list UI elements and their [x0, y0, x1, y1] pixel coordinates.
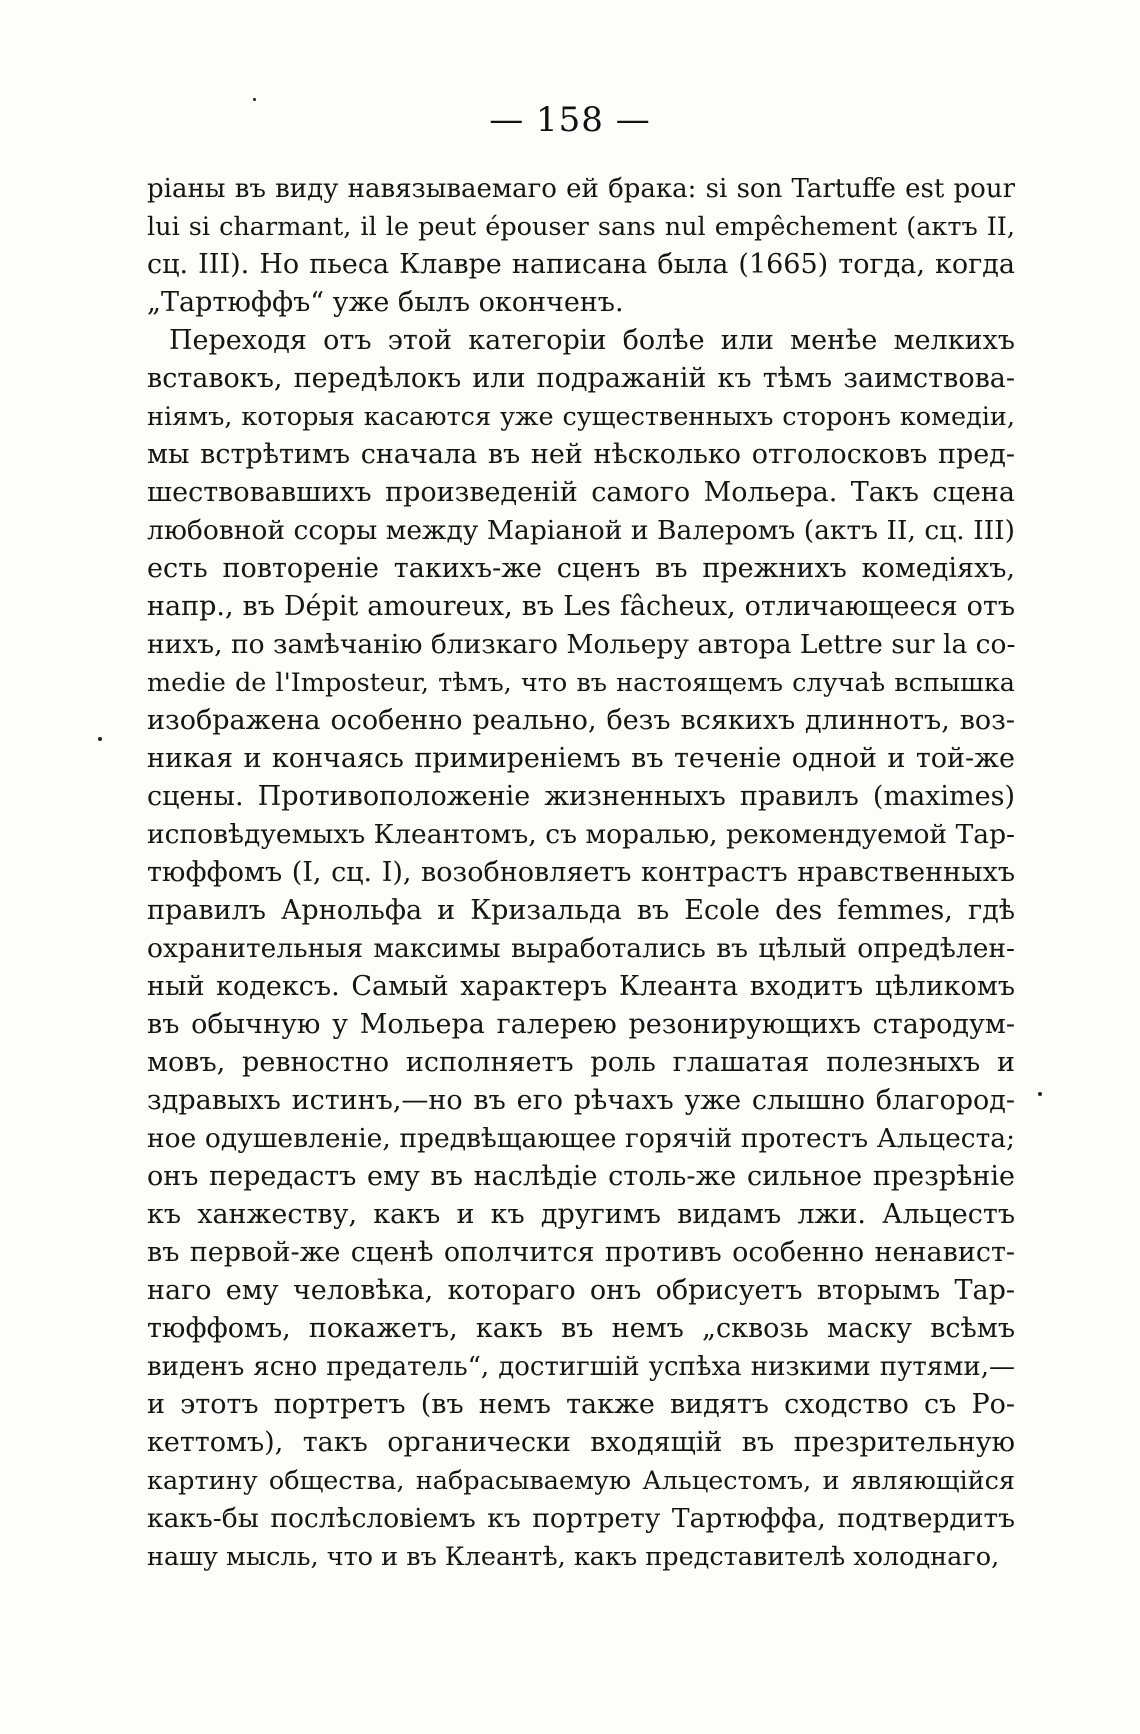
- text-line: есть повтореніе такихъ-же сценъ въ прежнихъ комедіяхъ,: [147, 553, 1015, 584]
- text-line: къ ханжеству, какъ и къ другимъ видамъ лжи. Альцестъ: [147, 1199, 1015, 1230]
- text-line: никая и кончаясь примиреніемъ въ теченіе одной и той-же: [147, 743, 1015, 774]
- text-line: Переходя отъ этой категоріи болѣе или менѣе мелкихъ: [169, 325, 1015, 356]
- text-line: охранительныя максимы выработались въ цѣлый опредѣлен-: [147, 933, 1015, 964]
- text-line: нашу мысль, что и въ Клеантѣ, какъ представителѣ холоднаго,: [147, 1542, 1000, 1572]
- scan-speck: [98, 737, 102, 741]
- text-line: въ обычную у Мольера галерею резонирующихъ стародум-: [147, 1009, 1015, 1040]
- page-number: — 158 —: [489, 100, 651, 140]
- text-line: и этотъ портретъ (въ немъ также видятъ сходство съ Ро-: [147, 1389, 1015, 1420]
- paragraph: [147, 170, 1015, 322]
- scan-speck: [1038, 1092, 1042, 1096]
- text-line: ный кодексъ. Самый характеръ Клеанта входитъ цѣликомъ: [147, 971, 1015, 1002]
- text-line: любовной ссоры между Маріаной и Валеромъ (актъ II, сц. III): [147, 515, 1015, 546]
- text-line: сцены. Противоположеніе жизненныхъ правилъ (maximes): [147, 781, 1015, 812]
- text-line: lui si charmant, il le peut épouser sans nul empêchement (актъ II,: [147, 212, 1015, 242]
- text-line: шествовавшихъ произведеній самого Мольера. Такъ сцена: [147, 477, 1015, 508]
- text-line: тюффомъ, покажетъ, какъ въ немъ „сквозь маску всѣмъ: [147, 1313, 1015, 1344]
- text-line: исповѣдуемыхъ Клеантомъ, съ моралью, рекомендуемой Тар-: [147, 819, 1015, 850]
- text-line: изображена особенно реально, безъ всякихъ длиннотъ, воз-: [147, 705, 1015, 736]
- text-line: ріаны въ виду навязываемаго ей брака: si son Tartuffe est pour: [147, 174, 1015, 204]
- body-text: [147, 170, 1015, 1576]
- text-line: картину общества, набрасываемую Альцестомъ, и являющійся: [147, 1466, 1015, 1496]
- text-line: ніямъ, которыя касаются уже существенныхъ сторонъ комедіи,: [147, 402, 1015, 432]
- text-line: виденъ ясно предатель“, достигшій успѣха низкими путями,—: [147, 1352, 1015, 1382]
- text-line: вставокъ, передѣлокъ или подражаній къ тѣмъ заимствова-: [147, 363, 1015, 394]
- text-line: „Тартюффъ“ уже былъ оконченъ.: [147, 287, 624, 318]
- text-line: medie de l'Imposteur, тѣмъ, что въ настоящемъ случаѣ вспышка: [147, 668, 1015, 698]
- text-line: правилъ Арнольфа и Кризальда въ Ecole des femmes, гдѣ: [147, 895, 1015, 926]
- text-line: мовъ, ревностно исполняетъ роль глашатая полезныхъ и: [147, 1047, 1015, 1078]
- text-line: кеттомъ), такъ органически входящій въ презрительную: [147, 1427, 1015, 1458]
- text-line: здравыхъ истинъ,—но въ его рѣчахъ уже слышно благород-: [147, 1085, 1015, 1116]
- text-line: нихъ, по замѣчанію близкаго Мольеру автора Lettre sur la co-: [147, 629, 1015, 660]
- scan-speck: [253, 98, 256, 101]
- text-line: мы встрѣтимъ сначала въ ней нѣсколько отголосковъ пред-: [147, 439, 1015, 470]
- text-line: какъ-бы послѣсловіемъ къ портрету Тартюффа, подтвердитъ: [147, 1503, 1015, 1534]
- text-line: въ первой-же сценѣ ополчится противъ особенно ненавист-: [147, 1237, 1015, 1268]
- text-line: онъ передастъ ему въ наслѣдіе столь-же сильное презрѣніе: [147, 1161, 1015, 1192]
- text-line: сц. III). Но пьеса Клавре написана была (1665) тогда, когда: [147, 249, 1015, 280]
- text-line: тюффомъ (I, сц. I), возобновляетъ контрастъ нравственныхъ: [147, 857, 1015, 888]
- text-line: ное одушевленіе, предвѣщающее горячій протестъ Альцеста;: [147, 1123, 1015, 1154]
- text-line: напр., въ Dépit amoureux, въ Les fâcheux, отличающееся отъ: [147, 591, 1015, 622]
- text-line: наго ему человѣка, котораго онъ обрисуетъ вторымъ Тар-: [147, 1275, 1015, 1306]
- paragraph: [147, 322, 1015, 1576]
